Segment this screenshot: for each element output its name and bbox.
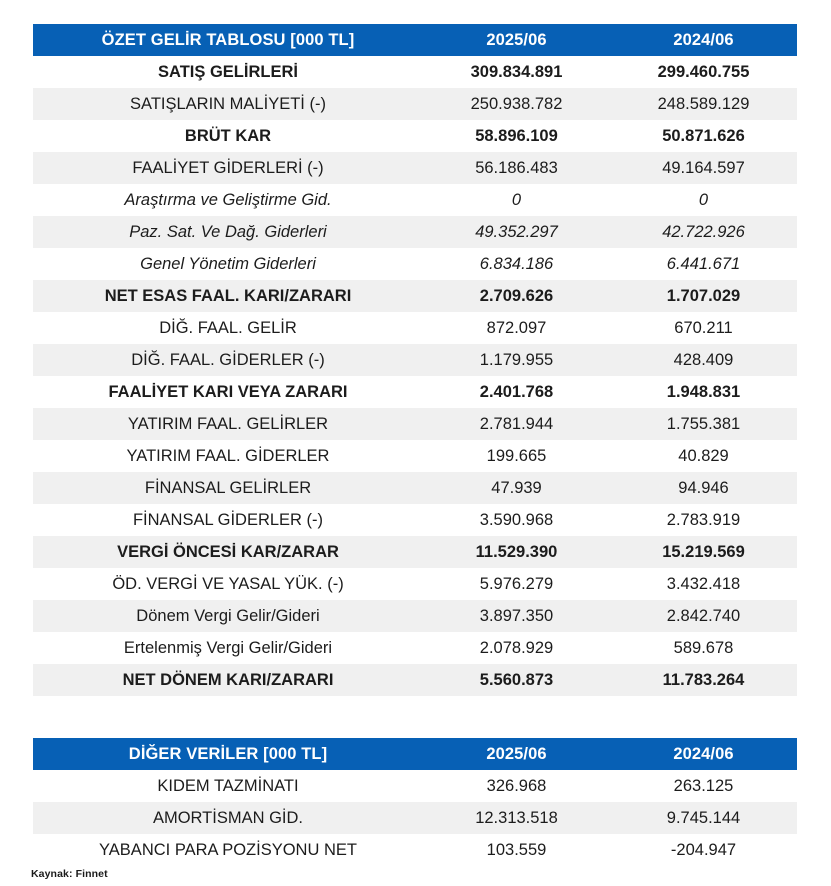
row-value-2024: 42.722.926: [610, 216, 797, 248]
row-value-2024: 3.432.418: [666, 575, 741, 593]
row-label: SATIŞ GELİRLERİ: [158, 63, 298, 81]
row-value-2024: 50.871.626: [662, 127, 745, 145]
row-value-2025: 1.179.955: [423, 344, 610, 376]
row-value-2025: 3.590.968: [479, 511, 554, 529]
row-label: SATIŞLARIN MALİYETİ (-): [33, 88, 423, 120]
table-row: [33, 408, 797, 440]
table-header-row: [33, 24, 797, 56]
row-value-2025: 49.352.297: [423, 216, 610, 248]
table-row: [33, 344, 797, 376]
row-label: Genel Yönetim Giderleri: [140, 255, 316, 273]
row-value-2025: 872.097: [486, 319, 547, 337]
row-value-2024: 1.755.381: [610, 408, 797, 440]
row-label: NET DÖNEM KARI/ZARARI: [33, 664, 423, 696]
table-row: [33, 184, 797, 216]
row-value-2025: 56.186.483: [423, 152, 610, 184]
row-value-2025: 103.559: [486, 841, 547, 859]
row-label: Ertelenmiş Vergi Gelir/Gideri: [123, 639, 333, 657]
row-value-2025: 250.938.782: [423, 88, 610, 120]
table-row: [33, 88, 797, 120]
row-label: FİNANSAL GELİRLER: [33, 472, 423, 504]
row-label: KIDEM TAZMİNATI: [157, 777, 299, 795]
row-value-2024: 299.460.755: [657, 63, 750, 81]
row-value-2024: 15.219.569: [610, 536, 797, 568]
other-column-2025: 2025/06: [423, 738, 610, 770]
table-header-row: [33, 738, 797, 770]
row-label: FAALİYET GİDERLERİ (-): [33, 152, 423, 184]
table-row: [33, 770, 797, 802]
row-value-2025: 58.896.109: [475, 127, 558, 145]
row-label: Araştırma ve Geliştirme Gid.: [124, 191, 332, 209]
table-row: [33, 152, 797, 184]
row-value-2025: 11.529.390: [423, 536, 610, 568]
row-label: Dönem Vergi Gelir/Gideri: [33, 600, 423, 632]
row-value-2024: 1.707.029: [610, 280, 797, 312]
table-row: [33, 376, 797, 408]
income-statement-table: [33, 24, 797, 696]
row-label: AMORTİSMAN GİD.: [33, 802, 423, 834]
row-value-2024: 263.125: [673, 777, 734, 795]
table-row: [33, 664, 797, 696]
table-row: [33, 472, 797, 504]
row-value-2024: 0: [698, 191, 709, 209]
row-value-2025: 326.968: [486, 777, 547, 795]
row-label: BRÜT KAR: [184, 127, 272, 145]
row-label: ÖD. VERGİ VE YASAL YÜK. (-): [112, 575, 344, 593]
row-value-2024: 2.783.919: [666, 511, 741, 529]
income-column-2024: 2024/06: [610, 24, 797, 56]
row-label: Paz. Sat. Ve Dağ. Giderleri: [33, 216, 423, 248]
row-value-2024: 49.164.597: [610, 152, 797, 184]
table-row: [33, 312, 797, 344]
row-value-2024: 2.842.740: [610, 600, 797, 632]
row-value-2025: 47.939: [423, 472, 610, 504]
table-row: [33, 600, 797, 632]
source-footnote: Kaynak: Finnet: [31, 868, 108, 880]
row-value-2025: 2.078.929: [479, 639, 554, 657]
income-table-title: ÖZET GELİR TABLOSU [000 TL]: [33, 24, 423, 56]
table-row: [33, 802, 797, 834]
row-value-2024: 670.211: [674, 319, 733, 337]
row-value-2024: 248.589.129: [610, 88, 797, 120]
row-value-2024: 11.783.264: [610, 664, 797, 696]
income-column-2025: 2025/06: [423, 24, 610, 56]
table-row: [33, 632, 797, 664]
row-label: YABANCI PARA POZİSYONU NET: [99, 841, 357, 859]
row-value-2024: 589.678: [673, 639, 734, 657]
row-value-2025: 3.897.350: [423, 600, 610, 632]
row-value-2025: 2.781.944: [423, 408, 610, 440]
table-row: [33, 280, 797, 312]
income-statement-body: [33, 56, 797, 696]
row-value-2024: -204.947: [670, 841, 737, 859]
table-row: [33, 834, 797, 866]
table-row: [33, 248, 797, 280]
row-label: DİĞ. FAAL. GİDERLER (-): [33, 344, 423, 376]
row-value-2024: 9.745.144: [610, 802, 797, 834]
row-label: FİNANSAL GİDERLER (-): [132, 511, 324, 529]
row-label: DİĞ. FAAL. GELİR: [159, 319, 297, 337]
row-value-2024: 6.441.671: [666, 255, 741, 273]
table-row: [33, 56, 797, 88]
row-value-2024: 1.948.831: [666, 383, 741, 401]
row-value-2024: 40.829: [678, 447, 729, 465]
row-label: YATIRIM FAAL. GELİRLER: [33, 408, 423, 440]
row-value-2025: 2.401.768: [479, 383, 554, 401]
row-value-2025: 12.313.518: [423, 802, 610, 834]
row-value-2025: 309.834.891: [470, 63, 563, 81]
table-row: [33, 504, 797, 536]
row-value-2025: 2.709.626: [423, 280, 610, 312]
row-value-2025: 0: [511, 191, 522, 209]
row-label: FAALİYET KARI VEYA ZARARI: [108, 383, 348, 401]
row-label: VERGİ ÖNCESİ KAR/ZARAR: [33, 536, 423, 568]
row-label: NET ESAS FAAL. KARI/ZARARI: [33, 280, 423, 312]
table-row: [33, 120, 797, 152]
other-data-table: [33, 738, 797, 866]
row-value-2025: 5.976.279: [479, 575, 554, 593]
table-row: [33, 568, 797, 600]
other-column-2024: 2024/06: [610, 738, 797, 770]
row-value-2024: 94.946: [610, 472, 797, 504]
row-label: YATIRIM FAAL. GİDERLER: [126, 447, 330, 465]
row-value-2025: 199.665: [486, 447, 547, 465]
row-value-2025: 6.834.186: [479, 255, 554, 273]
table-row: [33, 440, 797, 472]
other-data-header: [33, 738, 797, 770]
row-value-2025: 5.560.873: [423, 664, 610, 696]
other-data-body: [33, 770, 797, 866]
table-row: [33, 216, 797, 248]
income-statement-header: [33, 24, 797, 56]
row-value-2024: 428.409: [610, 344, 797, 376]
table-row: [33, 536, 797, 568]
other-table-title: DİĞER VERİLER [000 TL]: [33, 738, 423, 770]
